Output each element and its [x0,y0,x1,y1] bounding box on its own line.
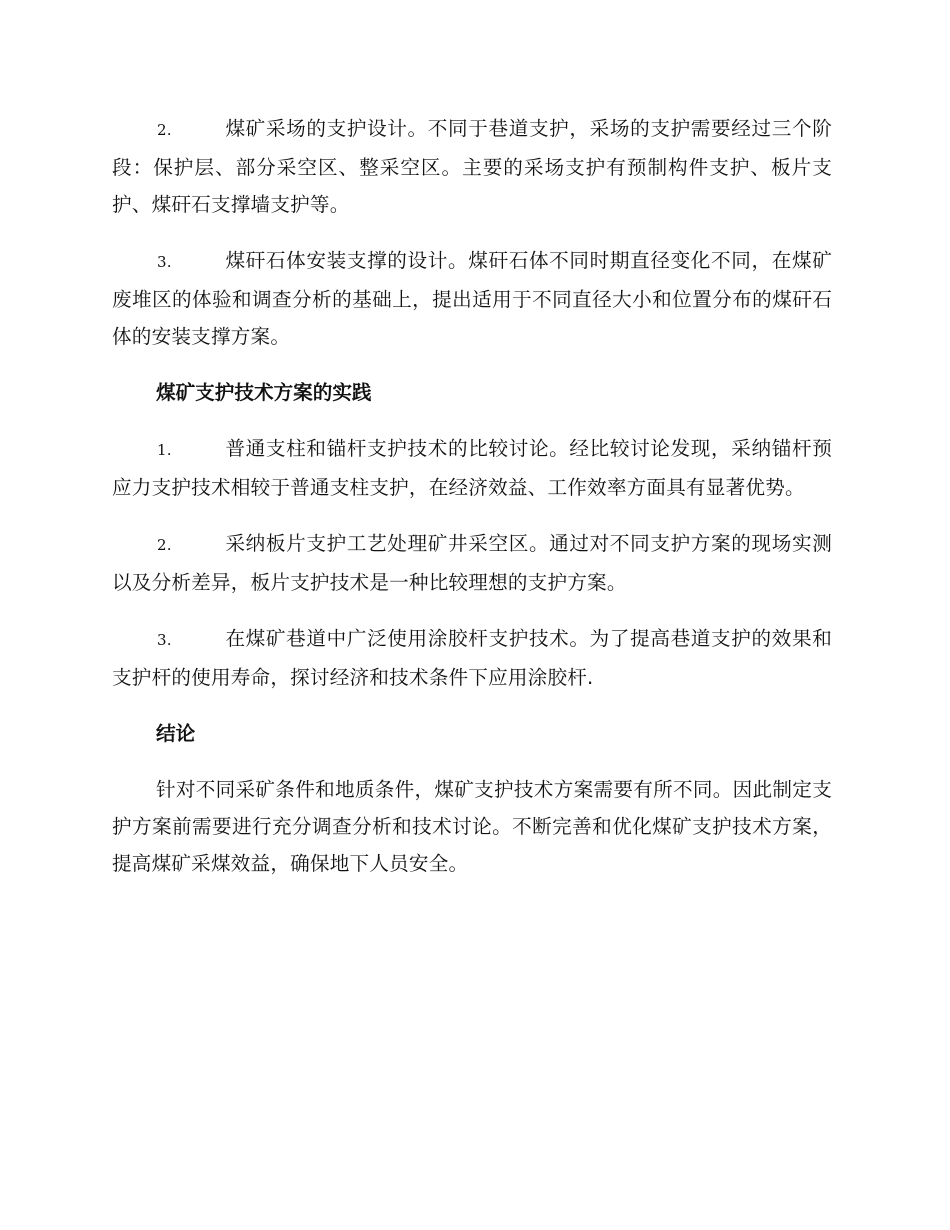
list-item-text: 煤矿采场的支护设计。不同于巷道支护，采场的支护需要经过三个阶段：保护层、部分采空区、整采空区。主要的采场支护有预制构件支护、板片支护、煤矸石支撑墙支护等。 [112,117,832,216]
list-item [112,525,832,601]
list-item [112,620,832,696]
list-item-number: 3. [157,253,172,271]
list-item [112,110,832,223]
list-item-number: 2. [157,121,172,139]
list-item-number: 3. [157,631,172,649]
section-heading-conclusion: 结论 [156,722,196,745]
list-item-number: 1. [157,441,172,459]
list-item-number: 2. [157,536,172,554]
list-item-text: 普通支柱和锚杆支护技术的比较讨论。经比较讨论发现，采纳锚杆预应力支护技术相较于普通支柱支护，在经济效益、工作效率方面具有显著优势。 [112,437,832,499]
document-body [112,110,832,901]
list-item-text: 煤矸石体安装支撑的设计。煤矸石体不同时期直径变化不同，在煤矿废堆区的体验和调查分析的基础上，提出适用于不同直径大小和位置分布的煤矸石体的安装支撑方案。 [112,249,832,348]
section-heading-practice: 煤矿支护技术方案的实践 [156,381,372,404]
list-item [112,242,832,355]
list-item [112,430,832,506]
list-item-text: 在煤矿巷道中广泛使用涂胶杆支护技术。为了提高巷道支护的效果和支护杆的使用寿命，探讨经济和技术条件下应用涂胶杆. [112,627,832,689]
list-item-text: 采纳板片支护工艺处理矿井采空区。通过对不同支护方案的现场实测以及分析差异，板片支护技术是一种比较理想的支护方案。 [112,532,832,594]
conclusion-paragraph: 针对不同采矿条件和地质条件，煤矿支护技术方案需要有所不同。因此制定支护方案前需要进行充分调查分析和技术讨论。不断完善和优化煤矿支护技术方案，提高煤矿采煤效益，确保地下人员安全。 [112,778,832,875]
